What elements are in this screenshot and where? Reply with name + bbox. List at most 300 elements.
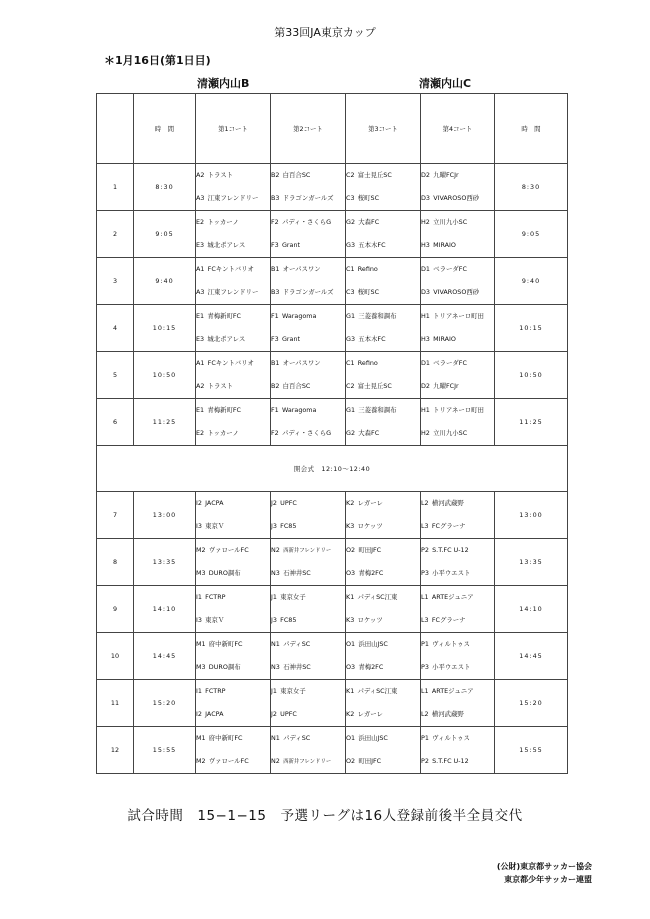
team-name: MIRAIO [433,335,456,343]
team-name: Grant [281,335,301,343]
court-2-match [271,211,346,258]
team-name: 桜町SC [357,194,380,202]
team-name: Refino [357,359,378,367]
team-entry [196,586,270,609]
group-code: N3 [271,569,280,577]
group-code: F2 [271,429,279,437]
group-code: L3 [421,522,429,530]
group-code: G3 [346,241,356,249]
team-name: FCキントバリオ [207,265,254,273]
kickoff-time: 10:50 [134,352,196,399]
team-name: 横河武蔵野 [431,499,464,507]
team-entry [196,609,270,632]
kickoff-time: 13:00 [134,492,196,539]
group-code: O1 [346,734,356,742]
court-4-match [421,539,495,586]
group-code: B1 [271,265,280,273]
team-entry [346,422,420,445]
team-name: レガーレ [357,710,383,718]
court-3-match [346,727,421,774]
team-entry [271,539,345,562]
team-entry [421,211,494,234]
team-entry [421,656,494,679]
group-code: D3 [421,288,430,296]
team-name: トラスト [207,171,234,179]
team-name: 青梅新町FC [207,406,242,414]
group-code: B2 [271,382,280,390]
court-1-match [196,633,271,680]
round-number: 1 [97,164,134,211]
team-entry [346,586,420,609]
team-entry [421,422,494,445]
team-name: パディ・さくらG [281,218,332,226]
kickoff-time: 9:05 [134,211,196,258]
team-entry [196,211,270,234]
group-code: I2 [196,499,202,507]
court-4-match [421,586,495,633]
group-code: J3 [271,616,277,624]
team-entry [346,211,420,234]
round-number: 5 [97,352,134,399]
group-code: M1 [196,640,206,648]
team-name: FCTRP [205,593,226,601]
team-entry [346,399,420,422]
match-row [97,305,568,352]
team-name: MIRAIO [433,241,456,249]
group-code: H1 [421,312,430,320]
round-number: 2 [97,211,134,258]
team-entry [271,164,345,187]
team-name: 大森FC [358,218,380,226]
court-1-match [196,305,271,352]
team-name: ベラーダFC [433,265,467,273]
team-name: トッカーノ [207,429,239,437]
kickoff-time: 14:45 [134,633,196,680]
round-number: 10 [97,633,134,680]
team-entry [196,375,270,398]
team-name: パディSC [283,734,311,742]
kickoff-time: 15:55 [134,727,196,774]
round-number: 11 [97,680,134,727]
group-code: J3 [271,522,277,530]
group-code: L3 [421,616,429,624]
group-code: E1 [196,406,205,414]
court-3-match [346,211,421,258]
match-row [97,680,568,727]
team-name: パディ・さくらG [281,429,332,437]
team-entry [421,680,494,703]
kickoff-time-right: 9:05 [495,211,568,258]
group-code: L2 [421,710,429,718]
team-entry [346,750,420,773]
team-name: 小平ウエスト [432,569,471,577]
court-2-match [271,633,346,680]
group-code: A3 [196,288,205,296]
court-2-match [271,164,346,211]
match-row [97,164,568,211]
team-name: トリアネーロ町田 [433,406,484,414]
court-4-match [421,492,495,539]
organizer-2: 東京都少年サッカー連盟 [504,875,592,884]
team-entry [271,422,345,445]
team-entry [196,258,270,281]
team-name: UPFC [280,710,297,718]
court-2-match [271,352,346,399]
group-code: C1 [346,359,355,367]
team-entry [346,680,420,703]
court-3-match [346,305,421,352]
match-rules: 試合時間 15−1−15 予選リーグは16人登録前後半全員交代 [127,808,523,824]
venue-c-label: 清瀬内山C [419,77,472,90]
group-code: L1 [421,593,429,601]
group-code: C3 [346,288,355,296]
group-code: A2 [196,382,205,390]
team-name: Waragoma [281,312,317,320]
team-entry [196,680,270,703]
team-entry [271,328,345,351]
organizer-1: (公財)東京都サッカー協会 [496,862,592,871]
document-title: 第33回JA東京カップ [274,26,376,39]
group-code: F1 [271,406,279,414]
team-name: 五本木FC [358,241,386,249]
kickoff-time: 11:25 [134,399,196,446]
group-code: K1 [346,687,355,695]
court-3-match [346,680,421,727]
kickoff-time: 9:40 [134,258,196,305]
team-name: JACPA [205,499,224,507]
team-name: FC85 [280,522,297,530]
kickoff-time: 14:10 [134,586,196,633]
group-code: B2 [271,171,280,179]
team-name: VIVAROSO西砂 [433,194,480,202]
team-name: JACPA [205,710,224,718]
team-name: Grant [281,241,301,249]
team-name: ヴィルトゥス [432,734,470,742]
team-entry [346,187,420,210]
court-4-match [421,211,495,258]
group-code: K3 [346,616,355,624]
group-code: F3 [271,241,279,249]
team-name: レガーレ [357,499,383,507]
group-code: M3 [196,569,206,577]
team-entry [196,422,270,445]
team-entry [421,703,494,726]
team-name: 東京女子 [280,593,306,601]
round-number: 7 [97,492,134,539]
group-code: N1 [271,734,280,742]
group-code: H1 [421,406,430,414]
header-court-3: 第3コート [346,94,421,164]
court-1-match [196,164,271,211]
group-code: P2 [421,757,429,765]
team-entry [271,680,345,703]
team-name: 浜田山JSC [358,640,388,648]
court-2-match [271,680,346,727]
team-entry [346,492,420,515]
team-entry [346,562,420,585]
team-name: パディSC [283,640,311,648]
team-entry [271,727,345,750]
team-entry [196,281,270,304]
team-name: 府中新町FC [208,640,243,648]
team-entry [196,562,270,585]
team-name: 青梅2FC [358,569,384,577]
team-entry [421,164,494,187]
team-name: S.T.FC U-12 [432,757,469,765]
team-name: ベラーダFC [433,359,467,367]
group-code: C1 [346,265,355,273]
header-time-right: 時 間 [495,94,568,164]
team-entry [346,703,420,726]
group-code: I2 [196,710,202,718]
group-code: K1 [346,593,355,601]
court-3-match [346,399,421,446]
break-row [97,446,568,492]
kickoff-time-right: 15:55 [495,727,568,774]
team-entry [346,305,420,328]
round-number: 9 [97,586,134,633]
group-code: C2 [346,382,355,390]
team-name: Waragoma [281,406,317,414]
team-entry [346,164,420,187]
team-name: ヴィルトゥス [432,640,470,648]
court-1-match [196,586,271,633]
group-code: O2 [346,546,356,554]
team-name: 立川九小SC [433,218,468,226]
team-entry [421,187,494,210]
group-code: D3 [421,194,430,202]
group-code: H3 [421,241,430,249]
team-name: 江東フレンドリー [207,288,259,296]
team-name: 青梅2FC [358,663,384,671]
court-3-match [346,164,421,211]
court-1-match [196,492,271,539]
team-name: 東京女子 [280,687,306,695]
team-entry [271,258,345,281]
court-4-match [421,399,495,446]
team-entry [271,492,345,515]
team-name: トッカーノ [207,218,239,226]
team-name: ヴァロールFC [208,546,249,554]
kickoff-time: 8:30 [134,164,196,211]
team-entry [346,375,420,398]
team-entry [196,703,270,726]
team-entry [421,328,494,351]
group-code: A1 [196,265,205,273]
team-entry [271,586,345,609]
team-name: 東京Ｖ [205,522,225,530]
group-code: G1 [346,312,356,320]
team-entry [346,656,420,679]
team-entry [346,515,420,538]
group-code: F3 [271,335,279,343]
team-name: 石神井SC [283,569,311,577]
court-4-match [421,727,495,774]
group-code: M1 [196,734,206,742]
team-entry [196,656,270,679]
kickoff-time-right: 9:40 [495,258,568,305]
round-number: 6 [97,399,134,446]
group-code: H2 [421,218,430,226]
team-entry [271,211,345,234]
team-name: ドラゴンガールズ [282,194,334,202]
group-code: O1 [346,640,356,648]
team-entry [346,609,420,632]
team-name: 西新井フレンドリー [283,548,332,554]
court-4-match [421,258,495,305]
group-code: P3 [421,663,429,671]
team-entry [196,492,270,515]
group-code: E1 [196,312,205,320]
round-number: 3 [97,258,134,305]
group-code: G2 [346,429,356,437]
group-code: J2 [271,710,277,718]
group-code: L2 [421,499,429,507]
team-name: ロケッツ [357,522,383,530]
team-name: ARTEジュニア [431,687,474,695]
group-code: M2 [196,546,206,554]
team-name: 白百合SC [282,171,311,179]
team-entry [346,539,420,562]
group-code: B3 [271,288,280,296]
group-code: N2 [271,757,280,765]
kickoff-time-right: 14:10 [495,586,568,633]
match-row [97,633,568,680]
team-name: オーパスワン [282,359,321,367]
team-name: 小平ウエスト [432,663,471,671]
team-entry [421,305,494,328]
team-name: 桜町SC [357,288,380,296]
team-entry [196,352,270,375]
kickoff-time: 13:35 [134,539,196,586]
team-name: トリアネーロ町田 [433,312,484,320]
kickoff-time-right: 11:25 [495,399,568,446]
group-code: M2 [196,757,206,765]
group-code: L1 [421,687,429,695]
match-row [97,539,568,586]
team-entry [196,305,270,328]
team-name: 西新井フレンドリー [283,759,332,765]
group-code: D2 [421,171,430,179]
team-entry [196,633,270,656]
team-entry [271,703,345,726]
team-entry [421,539,494,562]
team-name: UPFC [280,499,297,507]
court-1-match [196,680,271,727]
team-name: 立川九小SC [433,429,468,437]
team-entry [271,234,345,257]
team-name: 富士見丘SC [357,382,392,390]
team-entry [421,234,494,257]
team-entry [271,352,345,375]
team-entry [196,164,270,187]
group-code: P3 [421,569,429,577]
team-name: S.T.FC U-12 [432,546,469,554]
group-code: D1 [421,359,430,367]
group-code: M3 [196,663,206,671]
team-entry [271,750,345,773]
team-entry [271,633,345,656]
team-name: FCTRP [205,687,226,695]
group-code: E3 [196,335,205,343]
team-name: 府中新町FC [208,734,243,742]
team-name: 白百合SC [282,382,311,390]
group-code: E2 [196,429,205,437]
team-name: ロケッツ [357,616,383,624]
team-entry [346,352,420,375]
group-code: A1 [196,359,205,367]
court-3-match [346,492,421,539]
team-name: FCグラーナ [431,522,466,530]
kickoff-time: 10:15 [134,305,196,352]
team-name: FCキントバリオ [207,359,254,367]
match-row [97,399,568,446]
group-code: O3 [346,663,356,671]
group-code: N3 [271,663,280,671]
team-entry [421,633,494,656]
court-2-match [271,586,346,633]
court-4-match [421,633,495,680]
group-code: I1 [196,687,202,695]
team-entry [271,305,345,328]
match-row [97,352,568,399]
court-3-match [346,352,421,399]
team-entry [271,187,345,210]
group-code: K2 [346,710,355,718]
court-2-match [271,258,346,305]
court-1-match [196,258,271,305]
court-2-match [271,727,346,774]
team-name: 三菱養和調布 [358,406,397,414]
kickoff-time-right: 15:20 [495,680,568,727]
team-entry [346,258,420,281]
group-code: P1 [421,640,429,648]
team-name: 九曜FCJr [433,382,459,390]
team-name: VIVAROSO西砂 [433,288,480,296]
kickoff-time-right: 8:30 [495,164,568,211]
court-4-match [421,164,495,211]
group-code: J1 [271,593,277,601]
team-entry [421,609,494,632]
schedule-table [96,93,568,774]
group-code: D1 [421,265,430,273]
team-entry [271,656,345,679]
court-2-match [271,492,346,539]
group-code: A3 [196,194,205,202]
header-row [97,94,568,164]
team-name: 町田JFC [358,546,382,554]
header-blank [97,94,134,164]
team-entry [421,586,494,609]
team-entry [271,375,345,398]
court-2-match [271,539,346,586]
team-name: Refino [357,265,378,273]
group-code: K2 [346,499,355,507]
team-name: DURO調布 [208,663,241,671]
court-4-match [421,305,495,352]
team-entry [196,399,270,422]
header-court-4: 第4コート [421,94,495,164]
team-entry [421,399,494,422]
kickoff-time-right: 13:00 [495,492,568,539]
team-entry [196,187,270,210]
court-4-match [421,680,495,727]
group-code: F2 [271,218,279,226]
team-entry [421,492,494,515]
team-entry [421,562,494,585]
round-number: 4 [97,305,134,352]
kickoff-time-right: 13:35 [495,539,568,586]
